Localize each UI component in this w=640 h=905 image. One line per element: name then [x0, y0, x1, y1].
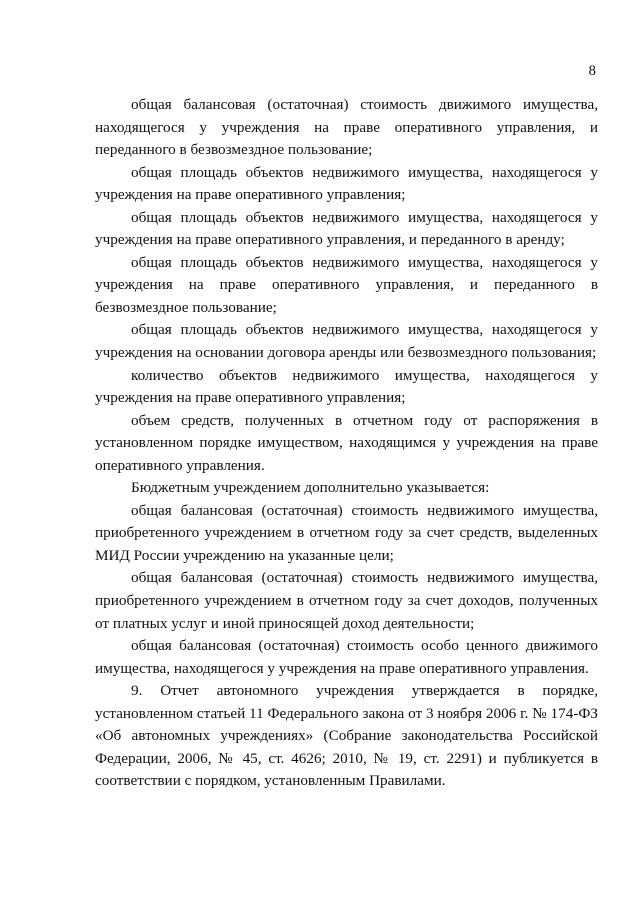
paragraph-real-estate-acquired-paid-services: общая балансовая (остаточная) стоимость недвижимого имущества, приобретенного учреждением в отчетном году за счет доходов, полученных от платных услуг и иной приносящей доход деятельности; [95, 569, 598, 632]
paragraph-movable-property-free-use: общая балансовая (остаточная) стоимость движимого имущества, находящегося у учреждения на праве оперативного управления, и переданного в безвозмездное пользование; [95, 96, 598, 159]
paragraph-funds-from-disposal: объем средств, полученных в отчетном году от распоряжения в установленном порядке имуществом, находящимся у учреждения на праве оперативного управления. [95, 411, 598, 474]
paragraph-real-estate-acquired-mfa-funds: общая балансовая (остаточная) стоимость недвижимого имущества, приобретенного учреждением в отчетном году за счет средств, выделенных МИД России учреждению на указанные цели; [95, 501, 598, 564]
paragraph-real-estate-area-free-use: общая площадь объектов недвижимого имущества, находящегося у учреждения на праве оперативного управления, и переданного в безвозмездное пользование; [95, 253, 598, 316]
paragraph-section-9-approval: 9. Отчет автономного учреждения утверждается в порядке, установленном статьей 11 Федерального закона от 3 ноября 2006 г. № 174-ФЗ «Об автономных учреждениях» (Собрание законодательства Российской Федерации, 2006, № 45, ст. 4626; 2010, № 19, ст. 2291) и публикуется в соответствии с порядком, установленным Правилами. [95, 682, 598, 790]
paragraph-real-estate-area-operational: общая площадь объектов недвижимого имущества, находящегося у учреждения на праве оперативного управления; [95, 163, 598, 204]
paragraph-budget-institution-intro: Бюджетным учреждением дополнительно указывается: [131, 479, 490, 497]
paragraph-especially-valuable-property: общая балансовая (остаточная) стоимость особо ценного движимого имущества, находящегося у учреждения на праве оперативного управления. [95, 637, 598, 677]
paragraph-real-estate-count: количество объектов недвижимого имущества, находящегося у учреждения на праве оперативного управления; [95, 366, 598, 407]
paragraph-real-estate-area-leased: общая площадь объектов недвижимого имущества, находящегося у учреждения на праве оперативного управления, и переданного в аренду; [95, 208, 598, 249]
page-number: 8 [588, 63, 596, 79]
document-body [95, 94, 598, 793]
paragraph-real-estate-area-lease-contract: общая площадь объектов недвижимого имущества, находящегося у учреждения на основании договора аренды или безвозмездного пользования; [95, 321, 598, 362]
